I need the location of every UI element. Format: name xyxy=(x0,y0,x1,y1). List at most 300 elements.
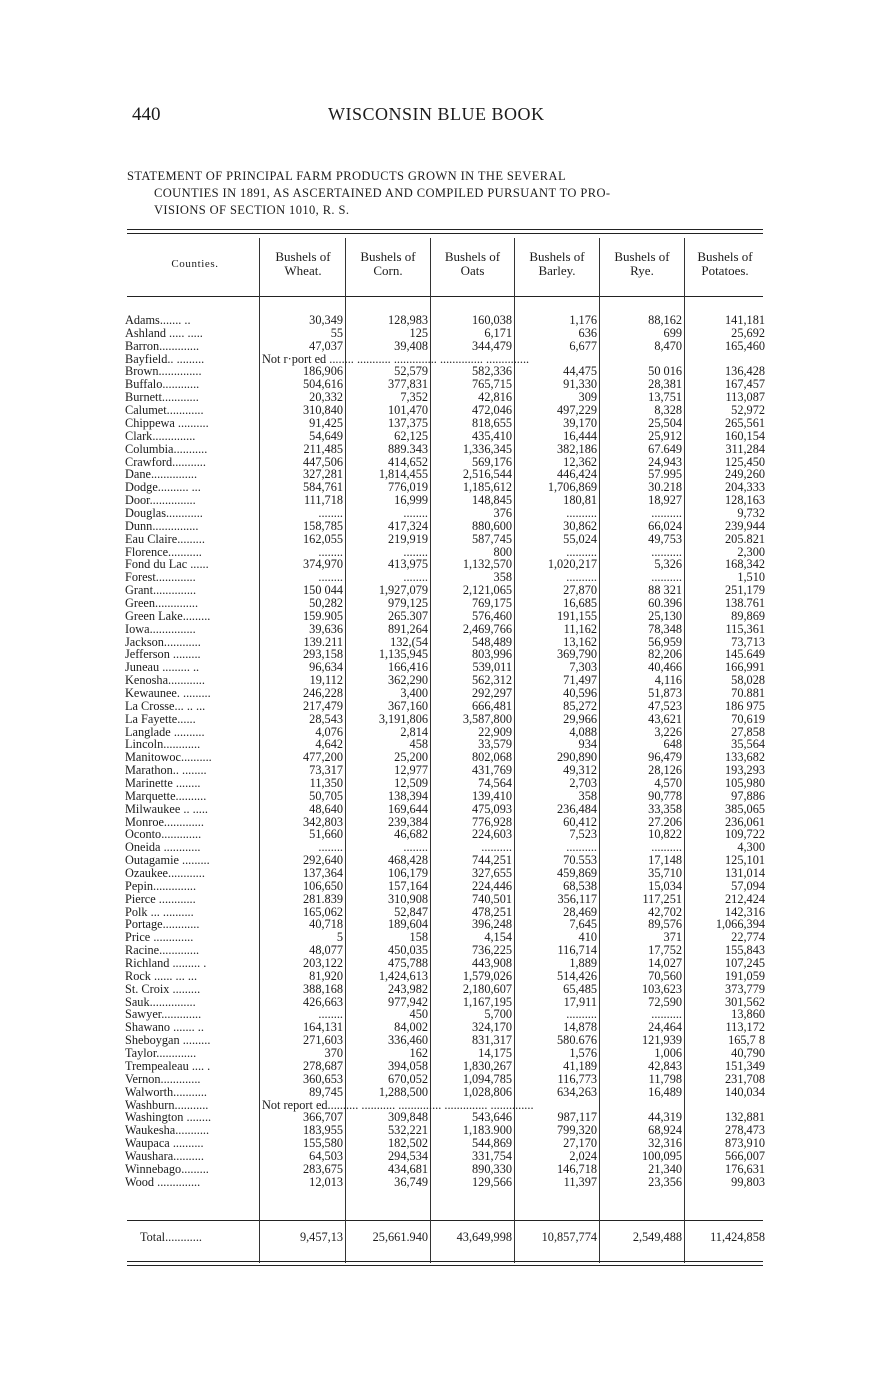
oats-cell: 358 xyxy=(493,570,512,585)
potatoes-cell: 151,349 xyxy=(725,1058,765,1073)
potatoes-cell: 70.881 xyxy=(731,685,765,700)
oats-cell: 224,603 xyxy=(472,827,512,842)
wheat-cell: 50,705 xyxy=(309,788,343,803)
table-row xyxy=(0,687,869,700)
corn-cell: 125 xyxy=(409,325,428,340)
county-name: La Fayette...... xyxy=(125,711,196,726)
oats-cell: 576,460 xyxy=(472,608,512,623)
county-name: Jackson............ xyxy=(125,634,201,649)
rye-cell: 18,927 xyxy=(648,493,682,507)
rye-cell: 24,464 xyxy=(648,1020,682,1035)
oats-cell: 74,564 xyxy=(478,776,512,790)
oats-cell: 331,754 xyxy=(472,1148,512,1163)
header-wheat xyxy=(262,250,344,278)
header-line: Rye. xyxy=(630,263,654,278)
county-name: Dunn............... xyxy=(125,518,199,533)
rye-cell: 8,470 xyxy=(654,338,682,353)
wheat-cell: 158,785 xyxy=(303,518,343,533)
rye-cell: 4,116 xyxy=(654,673,682,688)
barley-cell: 27,170 xyxy=(563,1136,597,1150)
barley-cell: 116,714 xyxy=(557,943,597,958)
rye-cell: 56,959 xyxy=(648,634,682,649)
table-row xyxy=(0,700,869,713)
rye-cell: 13,751 xyxy=(648,390,682,405)
corn-cell: 979,125 xyxy=(388,595,428,610)
wheat-cell: 388,168 xyxy=(303,981,343,996)
rye-cell: 88 321 xyxy=(648,583,682,598)
barley-cell: 369,790 xyxy=(557,647,597,662)
barley-cell: .......... xyxy=(566,570,597,585)
not-reported-note: Not report ed.......... ........... .............. .............. .............. xyxy=(262,1097,534,1112)
rye-cell: 3,226 xyxy=(654,724,682,739)
oats-cell: 160,038 xyxy=(472,313,512,327)
oats-cell: 396,248 xyxy=(472,917,512,932)
barley-cell: .......... xyxy=(566,544,597,559)
corn-cell: 475,788 xyxy=(388,956,428,970)
potatoes-cell: 251,179 xyxy=(725,583,765,598)
barley-cell: 70.553 xyxy=(563,853,597,868)
corn-cell: 158 xyxy=(409,930,428,945)
wheat-cell: 342,803 xyxy=(303,814,343,829)
potatoes-cell: 107,245 xyxy=(725,956,765,970)
wheat-cell: 4,642 xyxy=(315,737,343,752)
barley-cell: 934 xyxy=(578,737,597,752)
statement-line: COUNTIES IN 1891, AS ASCERTAINED AND COMPILED PURSUANT TO PRO- xyxy=(154,186,611,200)
potatoes-cell: 212,424 xyxy=(725,891,765,906)
rye-cell: 88,162 xyxy=(648,313,682,327)
wheat-cell: 47,037 xyxy=(309,338,343,353)
table-row xyxy=(0,713,869,726)
oats-cell: 14,175 xyxy=(478,1046,512,1060)
wheat-cell: 96,634 xyxy=(309,660,343,675)
wheat-cell: 5 xyxy=(336,930,343,945)
county-name: Pierce ............ xyxy=(125,891,196,906)
wheat-cell: 426,663 xyxy=(303,994,343,1009)
potatoes-cell: 249,260 xyxy=(725,467,765,482)
corn-cell: 39,408 xyxy=(394,338,428,353)
corn-cell: 2,814 xyxy=(400,724,428,739)
potatoes-cell: 22,774 xyxy=(731,930,765,945)
rye-cell: 89,576 xyxy=(648,917,682,932)
corn-cell: 362,290 xyxy=(388,673,428,688)
wheat-cell: 447,506 xyxy=(303,454,343,469)
statement-line: VISIONS OF SECTION 1010, R. S. xyxy=(154,203,350,217)
corn-cell: 670,052 xyxy=(388,1071,428,1086)
rye-cell: 44,319 xyxy=(648,1110,682,1125)
wheat-cell: 366,707 xyxy=(303,1110,343,1125)
table-row xyxy=(0,533,869,546)
county-name: Forest............. xyxy=(125,570,196,585)
county-name: Washington ........ xyxy=(125,1110,212,1125)
oats-cell: 776,928 xyxy=(472,814,512,829)
table-row xyxy=(0,597,869,610)
table-row xyxy=(0,893,869,906)
barley-cell: 1,020,217 xyxy=(547,557,597,572)
rye-cell: 17,148 xyxy=(648,853,682,868)
rye-cell: 25,912 xyxy=(648,428,682,443)
county-name: Wood .............. xyxy=(125,1174,201,1189)
rye-cell: 5,326 xyxy=(654,557,682,572)
wheat-cell: 327,281 xyxy=(303,467,343,482)
rye-cell: 28,381 xyxy=(648,377,682,392)
corn-cell: 1,135,945 xyxy=(378,647,428,662)
corn-cell: 891,264 xyxy=(388,621,428,636)
table-row xyxy=(0,1060,869,1073)
wheat-cell: 137,364 xyxy=(303,866,343,880)
header-line: Wheat. xyxy=(284,263,322,278)
corn-cell: 1,288,500 xyxy=(378,1084,428,1099)
county-name: Walworth........... xyxy=(125,1084,208,1099)
rye-cell: 33,358 xyxy=(648,801,682,816)
total-row xyxy=(0,1231,869,1244)
oats-cell: 33,579 xyxy=(478,737,512,752)
rye-cell: 8,328 xyxy=(654,403,682,417)
oats-cell: 543,646 xyxy=(472,1110,512,1125)
corn-cell: 189,604 xyxy=(388,917,428,932)
barley-cell: 27,870 xyxy=(563,583,597,598)
rye-cell: 30.218 xyxy=(648,480,682,495)
table-row xyxy=(0,1150,869,1163)
county-name: Taylor............. xyxy=(125,1046,197,1060)
rye-cell: 21,340 xyxy=(648,1161,682,1176)
barley-cell: 356,117 xyxy=(557,891,597,906)
potatoes-cell: 35,564 xyxy=(731,737,765,752)
rye-cell: 42,843 xyxy=(648,1058,682,1073)
barley-cell: 2,703 xyxy=(569,776,597,790)
barley-cell: 6,677 xyxy=(569,338,597,353)
rye-cell: 43,621 xyxy=(648,711,682,726)
county-name: Vernon............. xyxy=(125,1071,201,1086)
barley-cell: 636 xyxy=(578,325,597,340)
total-rye: 2,549,488 xyxy=(632,1230,682,1244)
corn-cell: 106,179 xyxy=(388,866,428,880)
wheat-cell: 374,970 xyxy=(303,557,343,572)
county-name: Marquette.......... xyxy=(125,788,207,803)
rye-cell: 32,316 xyxy=(648,1136,682,1150)
corn-cell: 265.307 xyxy=(388,608,428,623)
wheat-cell: 162,055 xyxy=(303,531,343,546)
oats-cell: 344,479 xyxy=(472,338,512,353)
header-counties: Counties. xyxy=(171,258,219,270)
table-row xyxy=(0,327,869,340)
oats-cell: 1,579,026 xyxy=(462,968,512,983)
county-name: Door............... xyxy=(125,493,196,507)
potatoes-cell: 58,028 xyxy=(731,673,765,688)
total-wheat: 9,457,13 xyxy=(299,1230,343,1244)
potatoes-cell: 9,732 xyxy=(737,505,765,520)
corn-cell: 101,470 xyxy=(388,403,428,417)
oats-cell: 2,121,065 xyxy=(462,583,512,598)
wheat-cell: 30,349 xyxy=(309,313,343,327)
corn-cell: 336,460 xyxy=(388,1033,428,1048)
potatoes-cell: 873,910 xyxy=(725,1136,765,1150)
wheat-cell: 271,603 xyxy=(303,1033,343,1048)
barley-cell: .......... xyxy=(566,505,597,520)
wheat-cell: ........ xyxy=(318,1007,343,1022)
rye-cell: 10,822 xyxy=(648,827,682,842)
potatoes-cell: 131,014 xyxy=(725,866,765,880)
rye-cell: 96,479 xyxy=(648,750,682,765)
rye-cell: 72,590 xyxy=(648,994,682,1009)
oats-cell: 22,909 xyxy=(478,724,512,739)
table-row xyxy=(0,1086,869,1099)
barley-cell: 12,362 xyxy=(563,454,597,469)
barley-cell: 1,176 xyxy=(569,313,597,327)
corn-cell: 294,534 xyxy=(388,1148,428,1163)
county-name: Barron............. xyxy=(125,338,200,353)
wheat-cell: 164,131 xyxy=(303,1020,343,1035)
corn-cell: 977,942 xyxy=(388,994,428,1009)
corn-cell: 1,424,613 xyxy=(378,968,428,983)
county-name: Douglas............ xyxy=(125,505,203,520)
table-row xyxy=(0,970,869,983)
potatoes-cell: 167,457 xyxy=(725,377,765,392)
county-name: Clark.............. xyxy=(125,428,196,443)
barley-cell: 7,645 xyxy=(569,917,597,932)
table-top-rule xyxy=(127,233,763,234)
corn-cell: 138,394 xyxy=(388,788,428,803)
total-corn: 25,661.940 xyxy=(372,1230,428,1244)
potatoes-cell: 205.821 xyxy=(725,531,765,546)
county-name: Price ............. xyxy=(125,930,194,945)
barley-cell: 1,576 xyxy=(569,1046,597,1060)
corn-cell: 889.343 xyxy=(388,441,428,456)
corn-cell: 137,375 xyxy=(388,415,428,430)
barley-cell: 44,475 xyxy=(563,364,597,379)
county-name: Milwaukee .. ..... xyxy=(125,801,208,816)
wheat-cell: 278,687 xyxy=(303,1058,343,1073)
table-row xyxy=(0,1176,869,1189)
corn-cell: 12,977 xyxy=(394,763,428,778)
wheat-cell: 28,543 xyxy=(309,711,343,726)
potatoes-cell: 191,059 xyxy=(725,968,765,983)
total-top-rule xyxy=(127,1220,763,1221)
barley-cell: 71,497 xyxy=(563,673,597,688)
county-name: Jefferson ......... xyxy=(125,647,201,662)
wheat-cell: 246,228 xyxy=(303,685,343,700)
county-name: Columbia........... xyxy=(125,441,208,456)
oats-cell: 539,011 xyxy=(472,660,512,675)
barley-cell: 29,966 xyxy=(563,711,597,726)
county-name: Oconto............. xyxy=(125,827,202,842)
barley-cell: 68,538 xyxy=(563,878,597,893)
oats-cell: 129,566 xyxy=(472,1174,512,1189)
corn-cell: 157,164 xyxy=(388,878,428,893)
header-oats xyxy=(431,250,514,278)
header-line: Bushels of xyxy=(697,249,753,264)
corn-cell: ........ xyxy=(403,544,428,559)
corn-cell: 162 xyxy=(409,1046,428,1060)
county-name: Bayfield.. ......... xyxy=(125,351,205,366)
rye-cell: 23,356 xyxy=(648,1174,682,1189)
county-name: Buffalo............ xyxy=(125,377,200,392)
potatoes-cell: 2,300 xyxy=(737,544,765,559)
potatoes-cell: 236,061 xyxy=(725,814,765,829)
rye-cell: 60.396 xyxy=(648,595,682,610)
oats-cell: 582,336 xyxy=(472,364,512,379)
oats-cell: .......... xyxy=(481,840,512,855)
barley-cell: 1,706,869 xyxy=(547,480,597,495)
rye-cell: 103,623 xyxy=(642,981,682,996)
potatoes-cell: 113,172 xyxy=(725,1020,765,1035)
wheat-cell: 477,200 xyxy=(303,750,343,765)
potatoes-cell: 109,722 xyxy=(725,827,765,842)
potatoes-cell: 141,181 xyxy=(725,313,765,327)
corn-cell: 25,200 xyxy=(394,750,428,765)
rye-cell: 82,206 xyxy=(648,647,682,662)
barley-cell: 146,718 xyxy=(557,1161,597,1176)
barley-cell: 7,303 xyxy=(569,660,597,675)
corn-cell: 310,908 xyxy=(388,891,428,906)
rye-cell: .......... xyxy=(651,1007,682,1022)
wheat-cell: 360,653 xyxy=(303,1071,343,1086)
rye-cell: 68,924 xyxy=(648,1123,682,1138)
oats-cell: 831,317 xyxy=(472,1033,512,1048)
county-name: Juneau ......... .. xyxy=(125,660,200,675)
barley-cell: 191,155 xyxy=(557,608,597,623)
potatoes-cell: 52,972 xyxy=(731,403,765,417)
potatoes-cell: 105,980 xyxy=(725,776,765,790)
barley-cell: 39,170 xyxy=(563,415,597,430)
oats-cell: 1,132,570 xyxy=(462,557,512,572)
total-barley: 10,857,774 xyxy=(541,1230,597,1244)
corn-cell: 309,848 xyxy=(388,1110,428,1125)
oats-cell: 2,180,607 xyxy=(462,981,512,996)
oats-cell: 148,845 xyxy=(472,493,512,507)
oats-cell: 587,745 xyxy=(472,531,512,546)
corn-cell: 532,221 xyxy=(388,1123,428,1138)
corn-cell: 12,509 xyxy=(394,776,428,790)
corn-cell: 1,927,079 xyxy=(378,583,428,598)
wheat-cell: 19,112 xyxy=(309,673,343,688)
oats-cell: 431,769 xyxy=(472,763,512,778)
oats-cell: 324,170 xyxy=(472,1020,512,1035)
rye-cell: 40,466 xyxy=(648,660,682,675)
oats-cell: 2,516,544 xyxy=(462,467,512,482)
barley-cell: .......... xyxy=(566,1007,597,1022)
wheat-cell: 91,425 xyxy=(309,415,343,430)
barley-cell: 358 xyxy=(578,788,597,803)
barley-cell: .......... xyxy=(566,840,597,855)
table-row xyxy=(0,443,869,456)
county-name: Langlade .......... xyxy=(125,724,205,739)
oats-cell: 42,816 xyxy=(478,390,512,405)
rye-cell: 51,873 xyxy=(648,685,682,700)
oats-cell: 1,336,345 xyxy=(462,441,512,456)
wheat-cell: 292,640 xyxy=(303,853,343,868)
county-name: Marinette ........ xyxy=(125,776,201,790)
rye-cell: 50 016 xyxy=(648,364,682,379)
table-row xyxy=(0,803,869,816)
total-oats: 43,649,998 xyxy=(456,1230,512,1244)
county-name: Adams....... .. xyxy=(125,313,191,327)
barley-cell: 16,444 xyxy=(563,428,597,443)
oats-cell: 6,171 xyxy=(484,325,512,340)
potatoes-cell: 373,779 xyxy=(725,981,765,996)
rye-cell: 4,570 xyxy=(654,776,682,790)
barley-cell: 60,412 xyxy=(563,814,597,829)
header-line: Bushels of xyxy=(614,249,670,264)
table-row xyxy=(0,610,869,623)
wheat-cell: 281.839 xyxy=(303,891,343,906)
potatoes-cell: 40,790 xyxy=(731,1046,765,1060)
corn-cell: 169,644 xyxy=(388,801,428,816)
statement-heading xyxy=(127,168,767,219)
potatoes-cell: 138.761 xyxy=(725,595,765,610)
county-name: Rock ...... ... ... xyxy=(125,968,198,983)
wheat-cell: 89,745 xyxy=(309,1084,343,1099)
rye-cell: 371 xyxy=(663,930,682,945)
oats-cell: 569,176 xyxy=(472,454,512,469)
rye-cell: 14,027 xyxy=(648,956,682,970)
county-name: Richland ......... . xyxy=(125,956,207,970)
county-name: Winnebago......... xyxy=(125,1161,209,1176)
potatoes-cell: 25,692 xyxy=(731,325,765,340)
county-name: Sawyer............. xyxy=(125,1007,202,1022)
rye-cell: 35,710 xyxy=(648,866,682,880)
barley-cell: 91,330 xyxy=(563,377,597,392)
corn-cell: 434,681 xyxy=(388,1161,428,1176)
barley-cell: 987,117 xyxy=(557,1110,597,1125)
wheat-cell: 4,076 xyxy=(315,724,343,739)
wheat-cell: 48,077 xyxy=(309,943,343,958)
county-name: Trempealeau .... . xyxy=(125,1058,211,1073)
rye-cell: 57.995 xyxy=(648,467,682,482)
county-name: Waushara.......... xyxy=(125,1148,204,1163)
table-row xyxy=(0,417,869,430)
header-line: Bushels of xyxy=(360,249,416,264)
potatoes-cell: 155,843 xyxy=(725,943,765,958)
wheat-cell: ........ xyxy=(318,570,343,585)
potatoes-cell: 133,682 xyxy=(725,750,765,765)
rye-cell: 16,489 xyxy=(648,1084,682,1099)
rye-cell: .......... xyxy=(651,505,682,520)
oats-cell: 327,655 xyxy=(472,866,512,880)
rye-cell: .......... xyxy=(651,544,682,559)
wheat-cell: 186,906 xyxy=(303,364,343,379)
corn-cell: 450 xyxy=(409,1007,428,1022)
barley-cell: 14,878 xyxy=(563,1020,597,1035)
oats-cell: 548,489 xyxy=(472,634,512,649)
potatoes-cell: 193,293 xyxy=(725,763,765,778)
county-name: Green Lake......... xyxy=(125,608,211,623)
oats-cell: 1,830,267 xyxy=(462,1058,512,1073)
wheat-cell: 155,580 xyxy=(303,1136,343,1150)
potatoes-cell: 231,708 xyxy=(725,1071,765,1086)
barley-cell: 180,81 xyxy=(563,493,597,507)
corn-cell: 219,919 xyxy=(388,531,428,546)
county-name: Sauk............... xyxy=(125,994,196,1009)
barley-cell: 236,484 xyxy=(557,801,597,816)
wheat-cell: 12,013 xyxy=(309,1174,343,1189)
oats-cell: 3,587,800 xyxy=(462,711,512,726)
rye-cell: 648 xyxy=(663,737,682,752)
wheat-cell: 81,920 xyxy=(309,968,343,983)
oats-cell: 224,446 xyxy=(472,878,512,893)
county-name: Grant.............. xyxy=(125,583,197,598)
corn-cell: ........ xyxy=(403,570,428,585)
oats-cell: 475,093 xyxy=(472,801,512,816)
oats-cell: 666,481 xyxy=(472,698,512,713)
potatoes-cell: 4,300 xyxy=(737,840,765,855)
barley-cell: 85,272 xyxy=(563,698,597,713)
rye-cell: 100,095 xyxy=(642,1148,682,1163)
county-name: Oneida ............ xyxy=(125,840,201,855)
potatoes-cell: 27,858 xyxy=(731,724,765,739)
oats-cell: 435,410 xyxy=(472,428,512,443)
table-row xyxy=(0,880,869,893)
barley-cell: 309 xyxy=(578,390,597,405)
